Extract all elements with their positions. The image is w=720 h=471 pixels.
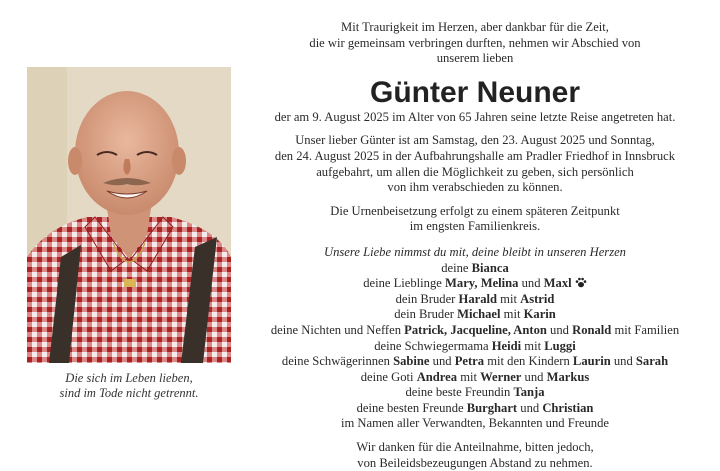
closing-line-1: Wir danken für die Anteilnahme, bitten jedoch, <box>356 440 594 455</box>
mourner-name: Tanja <box>513 385 545 400</box>
mourner-name: Sabine <box>393 354 430 369</box>
intro-line-1: Mit Traurigkeit im Herzen, aber dankbar für die Zeit, <box>341 20 609 34</box>
mourner-text: deine Nichten und Neffen <box>270 322 405 337</box>
mourner-line <box>244 261 706 277</box>
mourner-text: mit <box>457 369 481 384</box>
photo-caption <box>27 371 231 401</box>
mourner-text: und <box>429 354 455 369</box>
mourner-name: Patrick, Jacqueline, Anton <box>404 322 547 337</box>
memorial-quote: Unsere Liebe nimmst du mit, deine bleibt in unseren Herzen <box>324 244 626 259</box>
mourner-line <box>244 354 706 370</box>
mourner-text: deine besten Freunde <box>356 400 467 415</box>
mourner-text: deine beste Freundin <box>405 385 514 400</box>
mourner-line <box>244 339 706 355</box>
mourner-name: Heidi <box>491 338 522 353</box>
mourner-name: Markus <box>546 369 590 384</box>
mourner-text: deine <box>441 260 472 275</box>
mourner-line <box>244 401 706 417</box>
mourner-text: deine Schwägerinnen <box>281 354 394 369</box>
spacer <box>244 432 706 440</box>
intro-line-3: unserem lieben <box>436 51 514 66</box>
mourner-name: Ronald <box>572 322 612 337</box>
portrait-photo <box>27 67 231 363</box>
mourner-name: Christian <box>542 400 594 415</box>
mourner-name: Andrea <box>416 369 458 384</box>
mourner-text: deine Schwiegermama <box>374 338 492 353</box>
burial-line-2: im engsten Familienkreis. <box>409 219 541 234</box>
portrait-illustration <box>27 67 231 363</box>
mourner-name: Burghart <box>466 400 518 415</box>
mourner-line <box>244 276 706 292</box>
mourner-name: Sarah <box>635 354 669 369</box>
mourner-line <box>244 307 706 323</box>
mourner-text: im Namen aller Verwandten, Bekannten und Freunde <box>340 416 609 431</box>
mourner-name: Mary, Melina <box>445 276 519 291</box>
viewing-line-3: aufgebahrt, um allen die Möglichkeit zu geben, sich persönlich <box>316 164 634 179</box>
mourner-line <box>244 385 706 401</box>
spacer <box>244 125 706 133</box>
viewing-line-1: Unser lieber Günter ist am Samstag, den 23. August 2025 und Sonntag, <box>295 133 655 148</box>
mourner-text: dein Bruder <box>394 307 458 322</box>
mourner-line <box>244 370 706 386</box>
deceased-name: Günter Neuner <box>369 75 581 109</box>
mourner-text: mit den Kindern <box>484 354 573 369</box>
mourner-name: Laurin <box>572 354 611 369</box>
death-notice: der am 9. August 2025 im Alter von 65 Jahren seine letzte Reise angetreten hat. <box>274 109 676 124</box>
mourner-line <box>244 323 706 339</box>
caption-line-1: Die sich im Leben lieben, <box>65 371 193 385</box>
mourner-text: und <box>517 400 543 415</box>
mourner-text: mit <box>521 338 545 353</box>
closing-line-2: von Beileidsbezeugungen Abstand zu nehmen. <box>357 455 593 470</box>
mourner-name: Luggi <box>544 338 576 353</box>
mourner-name: Petra <box>454 354 485 369</box>
intro-line-2: die wir gemeinsam verbringen durften, nehmen wir Abschied von <box>309 35 641 50</box>
mourner-name: Michael <box>457 307 501 322</box>
mourner-name: Maxl <box>543 276 572 291</box>
burial-line-1: Die Urnenbeisetzung erfolgt zu einem späteren Zeitpunkt <box>330 203 620 218</box>
mourner-text: deine Lieblinge <box>363 276 446 291</box>
paw-print-icon <box>575 277 587 288</box>
mourner-name: Bianca <box>471 260 509 275</box>
mourner-text: und <box>546 322 573 337</box>
mourner-line <box>244 416 706 432</box>
mourner-text: dein Bruder <box>395 291 459 306</box>
viewing-line-2: den 24. August 2025 in der Aufbahrungshalle am Pradler Friedhof in Innsbruck <box>274 148 676 163</box>
mourner-text: und <box>521 369 547 384</box>
mourner-name: Karin <box>523 307 556 322</box>
spacer <box>244 235 706 243</box>
mourner-name: Harald <box>458 291 498 306</box>
mourner-text: und <box>518 276 544 291</box>
mourner-text: mit <box>497 291 521 306</box>
notice-text-column <box>244 20 706 471</box>
mourner-name: Werner <box>480 369 522 384</box>
mourner-text: mit <box>500 307 524 322</box>
mourner-name: Astrid <box>520 291 555 306</box>
spacer <box>244 196 706 204</box>
mourner-line <box>244 292 706 308</box>
mourner-text: mit Familien <box>611 322 680 337</box>
caption-line-2: sind im Tode nicht getrennt. <box>59 386 199 400</box>
viewing-line-4: von ihm verabschieden zu können. <box>387 180 563 195</box>
mourner-text: und <box>610 354 636 369</box>
mourner-text: deine Goti <box>360 369 417 384</box>
